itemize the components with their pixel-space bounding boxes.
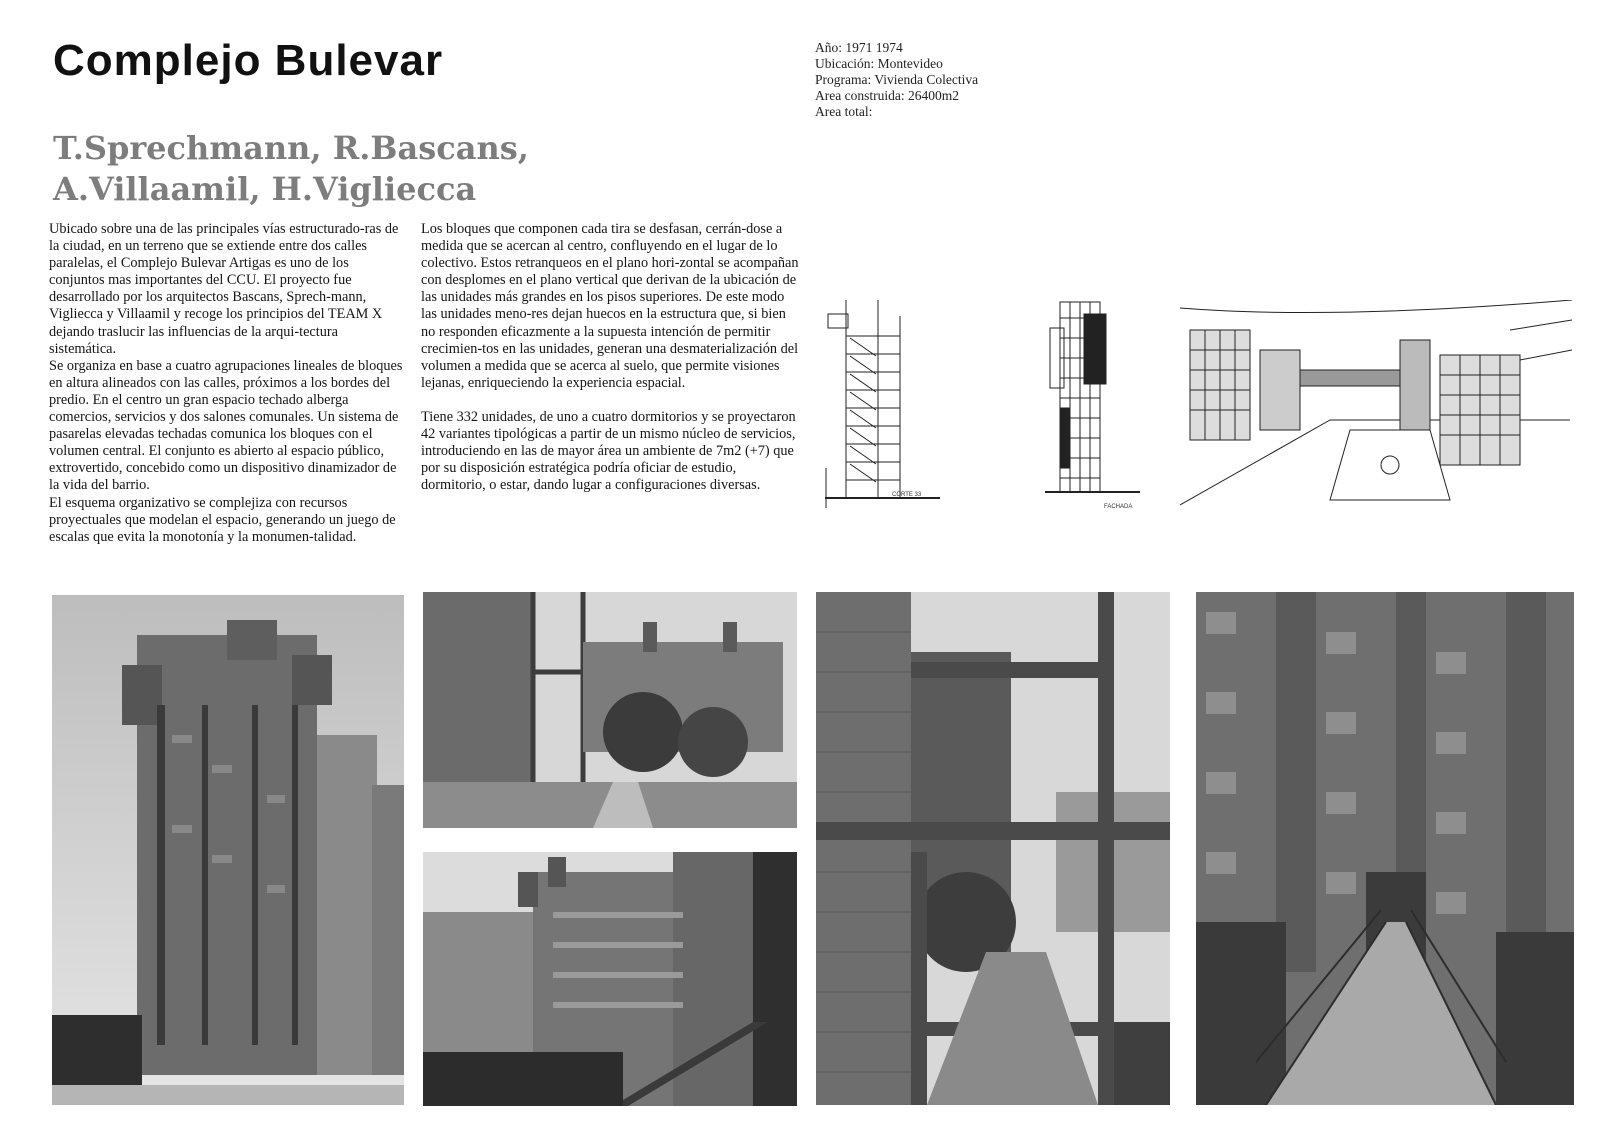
paragraph: Tiene 332 unidades, de uno a cuatro dormitorios y se proyectaron 42 variantes tipológicas a partir de un mismo núcleo de servicios, introduciendo en las de mayor área un ambiente de 7m2 (+7) que por su disposición estratégica podría oficiar de estudio, dormitorio, o estar, dando lugar a configuraciones diversas. [421, 408, 796, 494]
photo-walkway [1196, 592, 1574, 1105]
photo-stairs [423, 852, 797, 1106]
authors-line-1: T.Sprechmann, R.Bascans, [53, 129, 529, 167]
photo-courtyard [423, 592, 797, 828]
text-column-1 [49, 221, 405, 546]
fact-location: Ubicación: Montevideo [815, 56, 943, 71]
text-column-2 [421, 221, 799, 494]
fact-built-area: Area construida: 26400m2 [815, 88, 959, 103]
photo-tower [52, 595, 404, 1105]
facade-label: FACHADA [1104, 504, 1133, 510]
paragraph: Los bloques que componen cada tira se desfasan, cerrán-dose a medida que se acercan al centro, confluyendo en el lugar de lo colectivo. Estos retranqueos en el plano hori-zontal se acompañan con desplomes en el plano vertical que derivan de la ubicación de las unidades más grandes en los pisos superiores. De este modo las unidades meno-res dejan huecos en la estructura que, si bien no responden eficazmente a la supuesta intención de permitir crecimien-tos en las unidades, generan una desmaterialización del volumen a medida que se acerca al suelo, que permite visiones lejanas, enriqueciendo la experiencia espacial. [421, 221, 799, 391]
fact-year: Año: 1971 1974 [815, 40, 903, 55]
photo-frame-passage [816, 592, 1170, 1105]
section-drawing [820, 298, 990, 516]
fact-program: Programa: Vivienda Colectiva [815, 72, 979, 87]
project-facts [815, 40, 978, 120]
paragraph: El esquema organizativo se complejiza con recursos proyectuales que modelan el espacio, generando un juego de escalas que evita la monotonía y la monumen-talidad. [49, 494, 396, 545]
authors-heading [53, 128, 529, 210]
section-label: CORTE 33 [892, 492, 922, 498]
perspective-drawing [1180, 300, 1572, 518]
paragraph: Ubicado sobre una de las principales vías estructurado-ras de la ciudad, en un terreno que se extiende entre dos calles paralelas, el Complejo Bulevar Artigas es uno de los conjuntos mas importantes del CCU. El proyecto fue desarrollado por los arquitectos Bascans, Sprech-mann, Viglieсca y Villaamil y recoge los principios del TEAM X dejando traslucir las influencias de la arqui-tectura sistemática. [49, 221, 399, 357]
paragraph: Se organiza en base a cuatro agrupaciones lineales de bloques en altura alineados con las calles, próximos a los bordes del predio. En el centro un gran espacio techado alberga comercios, servicios y dos salones comunales. Un sistema de pasarelas elevadas techadas comunica los bloques con el volumen central. El conjunto es abierto al espacio público, extrovertido, concebido como un dispositivo dinamizador de la vida del barrio. [49, 357, 403, 494]
fact-total-area: Area total: [815, 104, 873, 119]
authors-line-2: A.Villaamil, H.Viglieccа [53, 170, 477, 208]
page-title: Complejo Bulevar [53, 36, 444, 85]
facade-drawing [1040, 298, 1150, 516]
